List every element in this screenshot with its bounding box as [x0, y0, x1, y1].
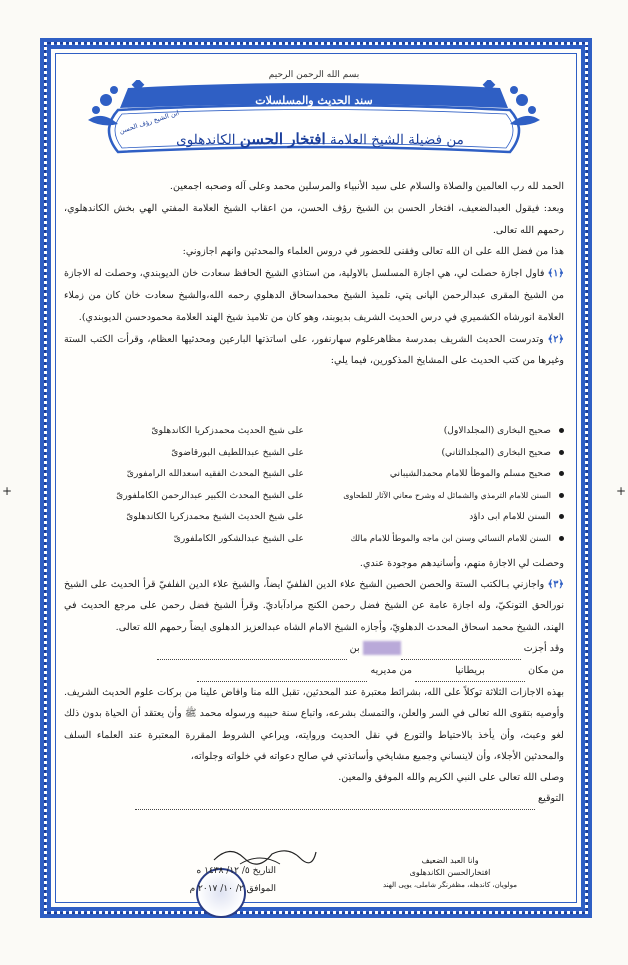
certificate-title: سند الحديث والمسلسلات — [255, 94, 373, 107]
second-ijaza-text: وتدرست الحديث الشريف بمدرسة مظاهرعلوم سهارنفور، على اساتذتها البارعين ومحدثيها العظام، وقرأت الكتب الستة وغيرها من كتب الحديث على المشايخ المذكورين، فيما يلي: — [64, 333, 564, 367]
gregorian-date-row — [86, 880, 276, 898]
teacher-name: على الشيخ عبدالشكور الكاملفورىّ — [173, 532, 304, 544]
teacher-name: على الشيخ عبداللطيف البورقاضوىّ — [171, 446, 304, 458]
signature-line — [64, 788, 564, 810]
crop-mark-right: + — [616, 484, 627, 498]
book-title: صحيح مسلم والموطأ للامام محمدالشيباني — [314, 463, 564, 485]
paragraph-intro: وبعد: فيقول العبدالضعيف، افتخار الحسن بن الشيخ رؤف الحسن، من اعقاب الشيخ العلامة المفتي الهي بخش الكاندهلوي، رحمهم الله تعالى. — [64, 202, 564, 236]
certificate-body — [64, 176, 564, 372]
subtitle-suffix: الكاندهلوى — [176, 132, 236, 148]
book-title: صحيح البخارى (المجلدالثاني) — [314, 442, 564, 464]
teacher-name: على شيخ الحديث محمدزكريا الكاندهلوىّ — [151, 425, 304, 436]
city-field: بريطانيا — [415, 660, 525, 682]
father-name-field — [157, 638, 347, 660]
bin-label: بن — [349, 642, 360, 654]
list-item — [64, 506, 564, 528]
item-number: ﴿١﴾ — [547, 268, 564, 280]
list-item — [64, 463, 564, 485]
redacted-name — [363, 641, 401, 655]
signer-name: افتخارالحسن الكاندهلوى — [409, 868, 491, 877]
bullet-icon — [559, 428, 564, 433]
certificate-subtitle — [120, 130, 520, 148]
paragraph-first-ijaza — [64, 263, 564, 328]
subtitle-prefix: من فضيلة الشيخ العلامة — [329, 132, 464, 148]
tiny-note: ابن الشيخ رؤف الحسن — [118, 108, 180, 136]
paragraph-third-ijaza — [64, 574, 564, 638]
book-title: السنن للامام الترمذي والشمائل له وشرح معاني الآثار للطحاوى — [314, 485, 564, 507]
list-item — [64, 420, 564, 442]
gregorian-date: ٢/ ١٠/ ٢٠١٧ م — [189, 884, 244, 894]
books-list — [64, 420, 564, 549]
location-line — [64, 660, 564, 682]
recipient-name-field — [401, 638, 521, 660]
third-ijaza-text: واجازني بـالكتب الستة والحصن الحصين الشيخ علاء الدين الفلفيّ ايضاً، والشيخ علاء الدين الفلفيّ قرأ الحديث على الشيخ نورالحق التونكيّ، وله اجازة عامة عن الشيخ فضل رحمن الكنج مرادآباديّ. وقرأ الشيخ فضل رحمن على مرجع الحديث في الهند، الشيخ محمد اسحاق المحدث الدهلويّ، وأجازه الشيخ الامام الشاه عبدالعزيز الدهلوى ايضاً رحمهم الله تعالى. — [64, 579, 564, 633]
paragraph-advice: بهذه الاجازات الثلاثة توكلاً على الله، بشرائط معتبرة عند المحدثين، تقبل الله منا وافاض علينا من بركات علوم الحديث الشريف. وأوصيه بتقوى الله تعالى في السر والعلن، والتمسك بشرعه، واتباع سنة حبيبه ورسوله محمد ﷺ وأن يعتقد أن الحياة بدون ذلك لغو وعبث، وأن يأخذ بالاحتياط والتورع في نقل الحديث وروايته، ويراعي الشروط المقررة المعتبرة عند العلماء السلف والمحدثين الأجلاء، وأن لاينساني وجميع مشايخي وأساتذتي في صالح دعواته في خلواته وجلواته، — [64, 687, 564, 762]
paragraph-closing: وصلى الله تعالى على النبي الكريم والله الموفق والمعين. — [338, 772, 564, 784]
teacher-name: على الشيخ المحدث الكبير عبدالرحمن الكاملفورىّ — [116, 489, 304, 501]
paragraph-chains: وحصلت لي الاجازة منهم، وأسانيدهم موجودة عندي. — [359, 558, 564, 569]
item-number: ﴿٣﴾ — [547, 579, 564, 591]
bullet-icon — [559, 471, 564, 476]
list-item — [64, 528, 564, 550]
signer-place: مولويان، كاندهله، مظفرنگر شاملى، يوپى الهند — [383, 881, 517, 889]
list-item — [64, 442, 564, 464]
certificate-body-continued — [64, 553, 564, 810]
book-title: السنن للامام ابى داؤد — [314, 506, 564, 528]
paragraph-second-ijaza — [64, 329, 564, 373]
subtitle-name: افتخار الحسن — [239, 130, 326, 148]
bullet-icon — [559, 514, 564, 519]
paragraph-grace: هذا من فضل الله على ان الله تعالى وفقنى للحضور في دروس العلماء والمحدثين وانهم اجازوني: — [182, 246, 564, 258]
gregorian-date-label: الموافق — [246, 884, 276, 894]
teacher-name: على الشيخ المحدث الفقيه اسعدالله الرامفورىّ — [126, 468, 304, 479]
dates-block — [86, 862, 276, 898]
first-ijaza-text: فاول اجازة حصلت لي، هي اجازة المسلسل بالاولية، من استاذي الشيخ الحافظ سعادت خان الديوبندي، وحصلت له الاجازة من الشيخ المقرى عبدالرحمن الپانى پتي، تلميذ الشيخ محمداسحاق الدهلوي رحمه الله،والشيخ سعادت خان كان من زملاء العلامة انورشاه الكشميري في درس الحديث الشريف بديوبند، وهو كان من تلاميذ شيخ الهند العلامة محمودحسن الديوبندي). — [64, 268, 564, 323]
signer-intro: وانا العبد الضعيف — [421, 856, 479, 865]
bullet-icon — [559, 536, 564, 541]
paragraph-praise: الحمد لله رب العالمين والصلاة والسلام على سيد الأنبياء والمرسلين محمد وعلى آله وصحبه اجمعين. — [169, 181, 564, 192]
book-title: صحيح البخارى (المجلدالاول) — [314, 420, 564, 442]
signer-block — [360, 855, 540, 891]
city-label: من مكان — [528, 665, 564, 677]
director-field — [197, 660, 367, 682]
teacher-name: على شيخ الحديث الشيخ محمدزكريا الكاندهلوىّ — [126, 511, 304, 522]
bullet-icon — [559, 450, 564, 455]
hijri-date: ٥/ ١٢/ ١٤٣٨ ه — [196, 866, 250, 876]
sign-label: التوقيع — [537, 793, 564, 805]
director-label: من مديريه — [370, 665, 412, 677]
ijaza-label: وقد أجزت — [523, 642, 564, 654]
hijri-date-label: التاريخ — [252, 866, 276, 876]
item-number: ﴿٢﴾ — [547, 333, 564, 345]
bullet-icon — [559, 493, 564, 498]
recipient-line — [64, 638, 564, 660]
list-item — [64, 485, 564, 507]
crop-mark-left: + — [2, 484, 13, 498]
basmala: بسم الله الرحمن الرحيم — [268, 70, 360, 80]
signature-field — [135, 788, 535, 810]
book-title: السنن للامام النسائي وسنن ابن ماجه والموطأ للامام مالك — [314, 528, 564, 550]
hijri-date-row — [86, 862, 276, 880]
